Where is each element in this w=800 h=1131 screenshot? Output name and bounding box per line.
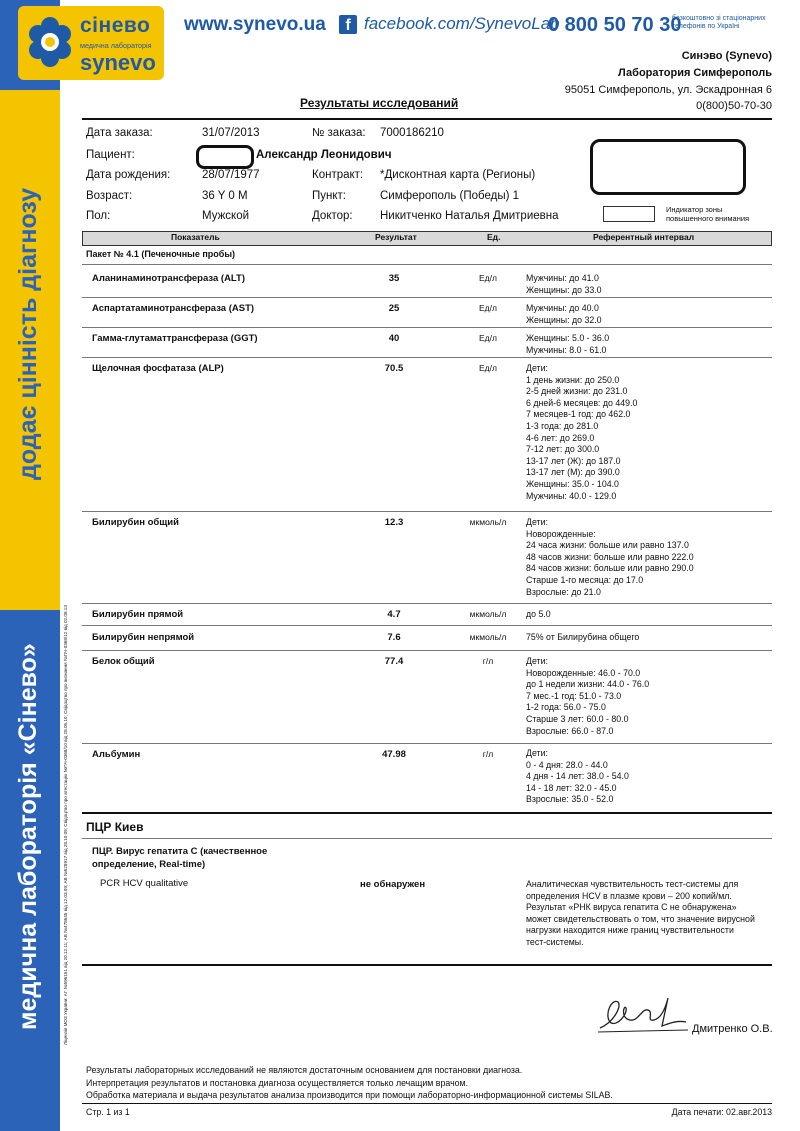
- row-divider: [82, 511, 772, 512]
- website-link[interactable]: www.synevo.ua: [184, 14, 326, 35]
- test-unit: мкмоль/л: [469, 609, 507, 619]
- column-header-parameter: Показатель: [171, 232, 220, 242]
- section-title-pcr: ПЦР Киев: [86, 820, 144, 834]
- row-divider: [82, 603, 772, 604]
- test-unit: мкмоль/л: [469, 517, 507, 527]
- order-date: 31/07/2013: [202, 127, 260, 139]
- flower-logo-icon: [24, 12, 76, 74]
- footer-note: Обработка материала и выдача результатов анализа производится при помощи лабораторно-информационной системы SILAB.: [86, 1090, 613, 1100]
- hotline-note: безкоштовно зі стаціонарних телефонів по Україні: [672, 15, 766, 30]
- pcr-reference: Аналитическая чувствительность тест-системы для определения HCV в плазме крови – 200 копий/мл. Результат «РНК вируса гепатита С не обнаружена» может свидетельствовать о том, что значение вирусной нагрузки находится ниже границ чувствительности тест-системы.: [526, 879, 755, 947]
- signer-name: Дмитренко О.В.: [692, 1023, 773, 1035]
- lab-address: 95051 Симферополь, ул. Эскадронная 6: [564, 84, 772, 96]
- test-name: Щелочная фосфатаза (ALP): [92, 363, 224, 374]
- test-reference: до 5.0: [526, 609, 551, 619]
- test-reference: Дети: 0 - 4 дня: 28.0 - 44.0 4 дня - 14 лет: 38.0 - 54.0 14 - 18 лет: 32.0 - 45.0 Взрослые: 35.0 - 52.0: [526, 748, 629, 805]
- doctor: Никитченко Наталья Дмитриевна: [380, 210, 559, 222]
- lab-branch: Лаборатория Симферополь: [618, 67, 772, 79]
- test-unit: мкмоль/л: [469, 632, 507, 642]
- patient-name: Александр Леонидович: [256, 149, 392, 161]
- facebook-link[interactable]: facebook.com/SynevoLab: [364, 14, 560, 33]
- lab-name: Синэво (Synevo): [681, 50, 772, 62]
- footer-note: Результаты лабораторных исследований не являются достаточным основанием для постановки диагноза.: [86, 1065, 523, 1075]
- test-name: Аланинаминотрансфераза (ALT): [92, 273, 245, 284]
- test-unit: Ед/л: [479, 303, 497, 313]
- age-label: Возраст:: [86, 190, 133, 202]
- row-divider: [82, 743, 772, 744]
- test-unit: Ед/л: [479, 273, 497, 283]
- test-reference: Женщины: 5.0 - 36.0 Мужчины: 8.0 - 61.0: [526, 333, 610, 355]
- facebook-icon: f: [339, 15, 357, 34]
- section-divider: [82, 812, 772, 814]
- row-divider: [82, 625, 772, 626]
- dob-label: Дата рождения:: [86, 169, 171, 181]
- contract-label: Контракт:: [312, 169, 364, 181]
- test-unit: г/л: [482, 749, 494, 759]
- print-date: Дата печати: 02.авг.2013: [671, 1107, 772, 1117]
- order-number-label: № заказа:: [312, 127, 366, 139]
- table-header: [82, 231, 772, 246]
- test-name: Гамма-глутаматтрансфераза (GGT): [92, 333, 258, 344]
- row-divider: [82, 357, 772, 358]
- test-reference: 75% от Билирубина общего: [526, 632, 640, 642]
- column-header-result: Результат: [375, 232, 417, 242]
- test-name: Билирубин прямой: [92, 609, 184, 620]
- test-name: Аспартатаминотрансфераза (AST): [92, 303, 255, 314]
- test-value: 25: [388, 303, 400, 314]
- pcr-subtest-name: PCR HCV qualitative: [100, 878, 189, 889]
- test-value: 7.6: [387, 632, 401, 643]
- test-name: Билирубин общий: [92, 517, 179, 528]
- test-reference: Дети: Новорожденные: 24 часа жизни: больше или равно 137.0 48 часов жизни: больше или равно 222.0 84 часов жизни: больше или равно 290.0 Старше 1-го месяца: до 17.0 Взрослые: до 21.0: [526, 517, 694, 597]
- pcr-test-name: ПЦР. Вирус гепатита С (качественное определение, Real-time): [92, 846, 268, 870]
- side-lab-name: медична лабораторія «Сінево»: [14, 643, 42, 1030]
- row-divider: [82, 838, 772, 839]
- pcr-result: не обнаружен: [360, 879, 426, 890]
- page-title: Результаты исследований: [300, 96, 459, 110]
- attention-indicator-box: [603, 206, 655, 222]
- patient-label: Пациент:: [86, 149, 135, 161]
- signature-image: [596, 992, 688, 1037]
- row-divider: [82, 264, 772, 265]
- sex: Мужской: [202, 210, 250, 222]
- footer-divider: [82, 1103, 772, 1104]
- lab-phone: 0(800)50-70-30: [696, 100, 772, 112]
- test-unit: г/л: [482, 656, 494, 666]
- test-reference: Дети: Новорожденные: 46.0 - 70.0 до 1 недели жизни: 44.0 - 76.0 7 мес.-1 год: 51.0 - 73.0 1-2 года: 56.0 - 75.0 Старше 3 лет: 60.0 - 80.0 Взрослые: 66.0 - 87.0: [526, 656, 650, 736]
- column-header-unit: Ед.: [487, 232, 501, 242]
- test-name: Альбумин: [92, 749, 141, 760]
- test-reference: Дети: 1 день жизни: до 250.0 2-5 дней жизни: до 231.0 6 дней-6 месяцев: до 449.0 7 месяцев-1 год: до 462.0 1-3 года: до 281.0 4-6 лет: до 269.0 7-12 лет: до 300.0 13-17 лет (Ж): до 187.0 13-17 лет (М): до 390.0 Женщины: 35.0 - 104.0 Мужчины: 40.0 - 129.0: [526, 363, 638, 501]
- page-number: Стр. 1 из 1: [86, 1107, 130, 1117]
- column-header-reference: Референтный интервал: [593, 232, 695, 242]
- collection-point: Симферополь (Победы) 1: [380, 190, 520, 202]
- synevo-logo: [18, 6, 164, 80]
- test-value: 70.5: [384, 363, 404, 374]
- test-value: 77.4: [384, 656, 404, 667]
- side-legal-text: Ліцензія МОЗ України: АГ №596151 від 20.12.11; АВ №478645 від 12.03.09; АВ №528917 від 28.10.09; Свідоцтво про атестацію №ПЧ-0368/10 від 28.05.10; Свідоцтво про визнання №ПЧ-0368/12 від 02.08.13: [63, 605, 68, 1045]
- age: 36 Y 0 M: [202, 190, 248, 202]
- logo-text-en: synevo: [80, 50, 156, 75]
- hotline-phone: 0 800 50 70 30: [548, 14, 682, 36]
- order-date-label: Дата заказа:: [86, 127, 153, 139]
- order-number: 7000186210: [380, 127, 444, 139]
- logo-text-ua: сінево: [80, 14, 151, 37]
- side-slogan: додає цінність діагнозу: [14, 187, 42, 480]
- test-unit: Ед/л: [479, 333, 497, 343]
- row-divider: [82, 327, 772, 328]
- logo-subtitle: медична лабораторія: [80, 41, 152, 50]
- test-name: Билирубин непрямой: [92, 632, 195, 643]
- title-divider: [82, 118, 772, 120]
- point-label: Пункт:: [312, 190, 346, 202]
- test-value: 47.98: [382, 749, 406, 760]
- dob: 28/07/1977: [202, 169, 260, 181]
- test-value: 35: [388, 273, 400, 284]
- test-value: 4.7: [387, 609, 401, 620]
- footer-disclaimer: [86, 1064, 613, 1102]
- contract: *Дисконтная карта (Регионы): [380, 169, 536, 181]
- doctor-label: Доктор:: [312, 210, 353, 222]
- row-divider: [82, 650, 772, 651]
- test-unit: Ед/л: [479, 363, 497, 373]
- test-value: 12.3: [384, 517, 404, 528]
- row-divider: [82, 297, 772, 298]
- attention-indicator-label: Индикатор зоны повышенного внимания: [666, 205, 750, 223]
- sex-label: Пол:: [86, 210, 111, 222]
- test-reference: Мужчины: до 40.0 Женщины: до 32.0: [526, 303, 602, 325]
- footer-note: Интерпретация результатов и постановка диагноза осуществляется только лечащим врачом.: [86, 1077, 469, 1088]
- test-reference: Мужчины: до 41.0 Женщины: до 33.0: [526, 273, 602, 295]
- redaction-surname: [196, 145, 254, 169]
- test-name: Белок общий: [92, 656, 155, 667]
- test-value: 40: [388, 333, 400, 344]
- redaction-barcode: [590, 139, 746, 195]
- package-title: Пакет № 4.1 (Печеночные пробы): [86, 249, 236, 259]
- table-end-divider: [82, 964, 772, 966]
